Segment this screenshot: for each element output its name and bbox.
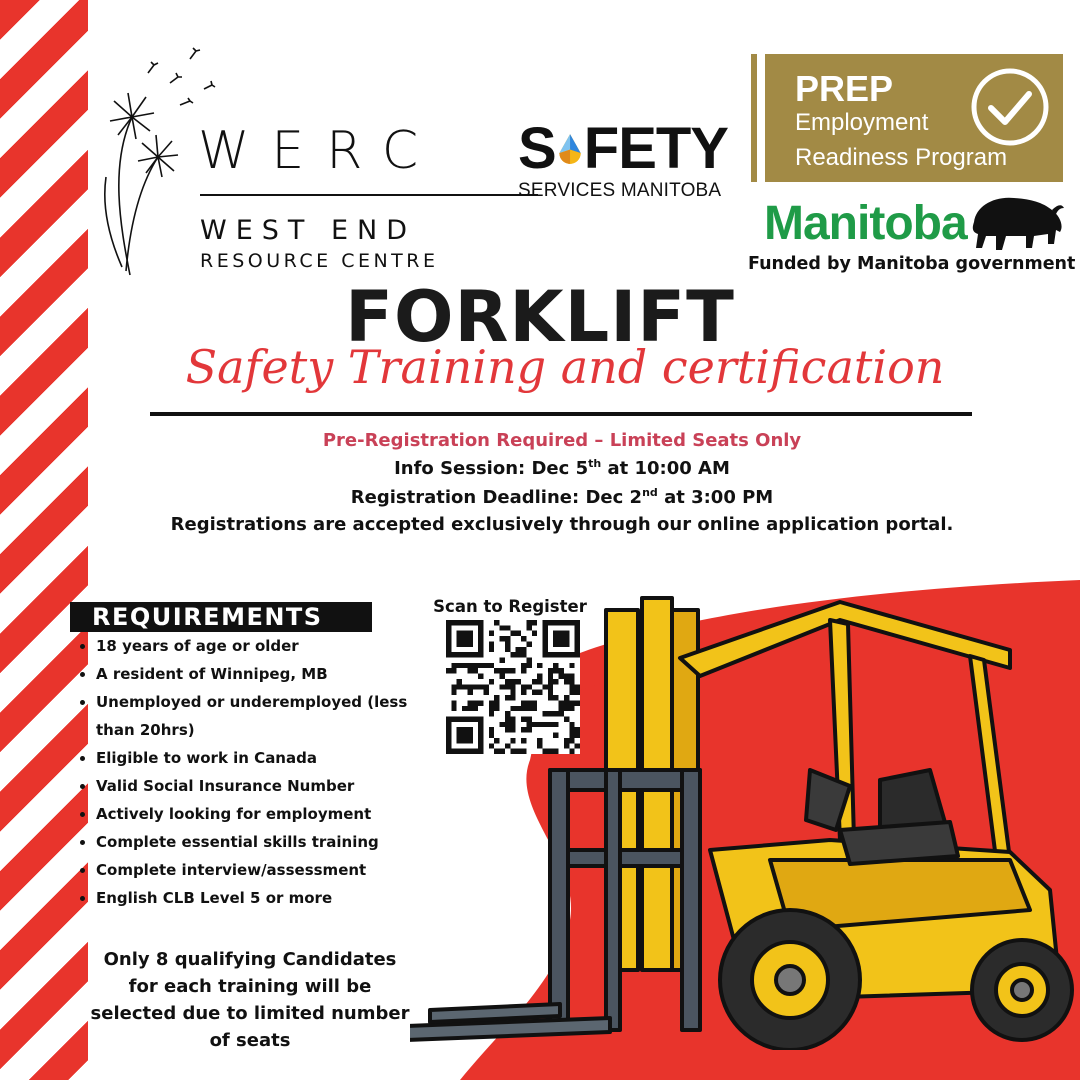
requirement-item: 18 years of age or older <box>80 632 440 660</box>
deadline-prefix: Registration Deadline: Dec 2 <box>350 487 643 508</box>
info-session-text <box>0 457 1080 479</box>
portal-text: Registrations are accepted exclusively through our online application portal. <box>170 514 954 535</box>
checkmark-circle-icon <box>969 66 1051 148</box>
prep-line3: Readiness Program <box>795 144 1008 171</box>
safety-word-start: S <box>518 116 556 181</box>
info-session-sup: th <box>588 457 602 470</box>
safety-subtitle: SERVICES MANITOBA <box>518 180 722 201</box>
requirement-item: Eligible to work in Canada <box>80 744 440 772</box>
requirement-item: Valid Social Insurance Number <box>80 772 440 800</box>
safety-word <box>518 116 728 181</box>
limited-seats-note: Only 8 qualifying Candidates for each training will be selected due to limited number of seats <box>90 949 410 1051</box>
manitoba-wordmark: Manitoba <box>764 197 967 250</box>
prep-bar <box>751 54 757 182</box>
requirement-item: Complete interview/assessment <box>80 856 440 884</box>
werc-logo <box>100 45 450 280</box>
deadline-sup: nd <box>642 486 658 499</box>
werc-name: WERC <box>198 121 441 181</box>
requirements-list <box>80 632 440 912</box>
page-title: FORKLIFT <box>345 276 735 358</box>
info-session-suffix: at 10:00 AM <box>601 458 730 479</box>
requirement-item: Actively looking for employment <box>80 800 440 828</box>
scan-label: Scan to Register <box>433 597 587 616</box>
red-white-stripes <box>0 0 88 1080</box>
deadline-text <box>0 486 1080 508</box>
page-subtitle: Safety Training and certification <box>185 340 945 394</box>
safety-services-logo <box>518 116 728 201</box>
pre-registration-text: Pre-Registration Required – Limited Seats Only <box>322 430 802 451</box>
prep-badge <box>758 54 1063 182</box>
requirements-heading: REQUIREMENTS <box>70 602 372 632</box>
requirement-item: Complete essential skills training <box>80 828 440 856</box>
info-session-prefix: Info Session: Dec 5 <box>394 458 589 479</box>
werc-line1: WEST END <box>200 215 417 246</box>
requirement-item: Unemployed or underemployed (less than 20hrs) <box>80 688 440 744</box>
manitoba-logo <box>748 192 1078 282</box>
requirement-item: English CLB Level 5 or more <box>80 884 440 912</box>
deadline-suffix: at 3:00 PM <box>657 487 774 508</box>
werc-line2: RESOURCE CENTRE <box>200 250 439 272</box>
safety-word-end: FETY <box>583 116 728 181</box>
requirement-item: A resident of Winnipeg, MB <box>80 660 440 688</box>
droplet-icon <box>557 122 583 176</box>
werc-divider <box>200 194 538 196</box>
forklift-icon <box>410 590 1080 1050</box>
bison-icon <box>968 192 1066 254</box>
funded-by-text: Funded by Manitoba government <box>748 254 1076 274</box>
prep-title: PREP <box>795 68 894 109</box>
prep-line2: Employment <box>795 109 929 136</box>
title-divider <box>150 412 972 416</box>
